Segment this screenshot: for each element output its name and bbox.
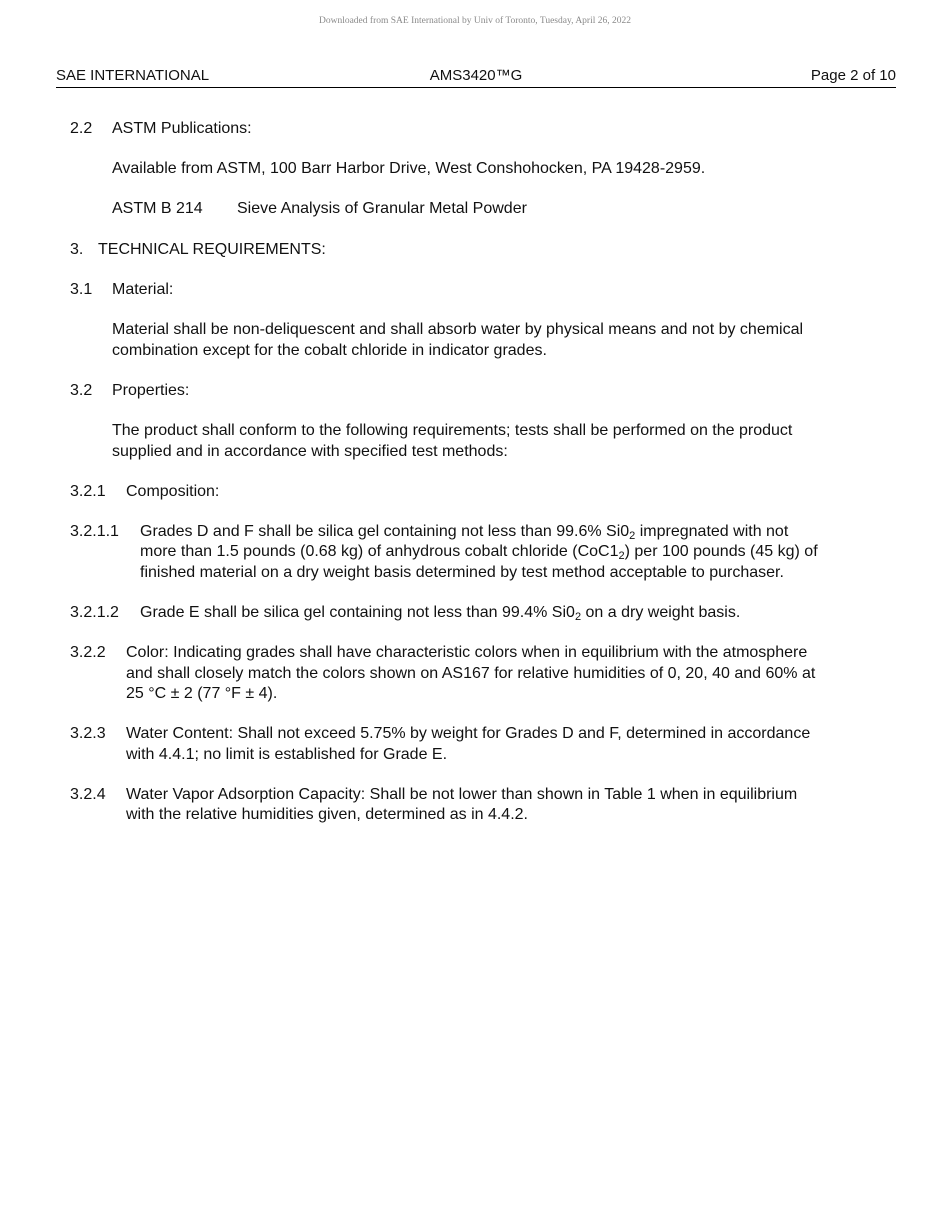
paragraph-line: supplied and in accordance with specified test methods:	[112, 443, 508, 460]
paragraph-line: with the relative humidities given, determined as in 4.4.2.	[126, 806, 528, 823]
paragraph-line: combination except for the cobalt chloride in indicator grades.	[112, 342, 547, 359]
paragraph-line: Grade E shall be silica gel containing not less than 99.4% $Si0_2$ on a dry weight basis.	[140, 604, 741, 623]
section-number: 3.2.2	[70, 644, 106, 661]
section-number: 3.2.3	[70, 725, 106, 742]
astm-address: Available from ASTM, 100 Barr Harbor Drive, West Conshohocken, PA 19428-2959.	[112, 160, 706, 177]
section-number: 3.2.1.2	[70, 604, 119, 621]
paragraph-line: with 4.4.1; no limit is established for Grade E.	[126, 746, 448, 763]
paragraph-line: Grades D and F shall be silica gel containing not less than 99.6% $Si0_2$ impregnated with not	[140, 523, 789, 542]
section-number: 3.2.1.1	[70, 523, 119, 540]
paragraph-line: Color: Indicating grades shall have characteristic colors when in equilibrium with the atmosphere	[126, 644, 808, 661]
reference-code: ASTM B 214	[112, 200, 203, 217]
section-number: 3.2	[70, 382, 93, 399]
paragraph-line: finished material on a dry weight basis determined by test method acceptable to purchaser.	[140, 564, 784, 581]
reference-title: Sieve Analysis of Granular Metal Powder	[237, 200, 527, 217]
paragraph-line: 25 °C ± 2 (77 °F ± 4).	[126, 685, 278, 702]
section-title: ASTM Publications:	[112, 120, 252, 137]
paragraph-line: and shall closely match the colors shown on AS167 for relative humidities of 0, 20, 40 and 60% at	[126, 665, 816, 682]
section-number: 3.2.4	[70, 786, 106, 803]
paragraph-line: Water Content: Shall not exceed 5.75% by weight for Grades D and F, determined in accordance	[126, 725, 811, 742]
paragraph-line: Water Vapor Adsorption Capacity: Shall be not lower than shown in Table 1 when in equilibrium	[126, 786, 798, 803]
header-publisher: SAE INTERNATIONAL	[56, 67, 210, 84]
paragraph-line: more than 1.5 pounds (0.68 kg) of anhydrous cobalt chloride $(CoC1_2)$ per 100 pounds (45 kg) of	[140, 543, 818, 562]
header-page-number: Page 2 of 10	[810, 67, 896, 84]
section-number: 3.1	[70, 281, 93, 298]
section-number: 2.2	[70, 120, 93, 137]
download-watermark: Downloaded from SAE International by Univ of Toronto, Tuesday, April 26, 2022	[318, 16, 631, 26]
section-number: 3.	[70, 241, 84, 258]
paragraph-line: Material shall be non-deliquescent and shall absorb water by physical means and not by chemical	[112, 321, 804, 338]
page-header	[56, 67, 896, 88]
section-title: TECHNICAL REQUIREMENTS:	[98, 241, 326, 258]
section-title: Composition:	[126, 483, 220, 500]
paragraph-line: The product shall conform to the following requirements; tests shall be performed on the product	[112, 422, 793, 439]
header-document-id: AMS3420™G	[429, 67, 523, 84]
section-title: Properties:	[112, 382, 190, 399]
section-title: Material:	[112, 281, 174, 298]
section-number: 3.2.1	[70, 483, 106, 500]
